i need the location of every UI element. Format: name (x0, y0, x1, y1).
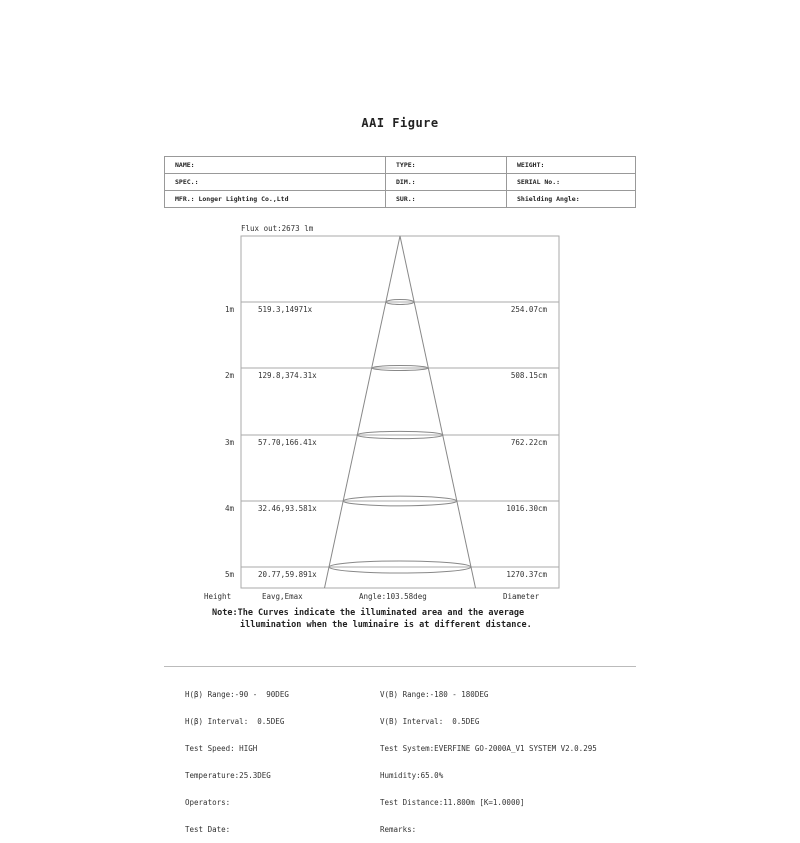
row-diameter-label: 254.07cm (510, 305, 547, 314)
row-diameter-label: 508.15cm (510, 371, 547, 380)
v-range: V(B) Range:-180 - 180DEG (380, 690, 489, 699)
spec-cell: SPEC.: (165, 174, 386, 191)
name-cell: NAME: (165, 157, 386, 174)
test-system: Test System:EVERFINE GO-2000A_V1 SYSTEM V2.0.295 (380, 744, 597, 753)
row-illuminance-label: 519.3,14971x (258, 305, 313, 314)
row-height-label: 1m (225, 305, 235, 314)
test-distance: Test Distance:11.800m [K=1.0000] (380, 798, 525, 807)
dim-cell: DIM.: (386, 174, 507, 191)
row-height-label: 5m (225, 570, 235, 579)
eavg-label: Eavg,Emax (262, 592, 303, 601)
row-height-label: 3m (225, 438, 235, 447)
h-range: H(β) Range:-90 - 90DEG (185, 690, 289, 699)
remarks: Remarks: (380, 825, 417, 834)
note-line-2: illumination when the luminaire is at different distance. (240, 620, 532, 630)
row-diameter-label: 1270.37cm (506, 570, 547, 579)
diameter-label: Diameter (503, 592, 540, 601)
cone-right-edge (400, 236, 476, 588)
flux-out-label: Flux out:2673 lm (241, 224, 314, 233)
row-illuminance-label: 20.77,59.891x (258, 570, 317, 579)
test-speed: Test Speed: HIGH (185, 744, 258, 753)
operators: Operators: (185, 798, 231, 807)
row-illuminance-label: 57.70,166.41x (258, 438, 317, 447)
sur-cell: SUR.: (386, 191, 507, 208)
beam-cone (324, 236, 475, 588)
row-diameter-label: 762.22cm (510, 438, 547, 447)
rows-layer (225, 302, 559, 579)
row-height-label: 4m (225, 504, 235, 513)
footer-divider (164, 666, 636, 667)
chart-frame (241, 236, 559, 588)
footer-left (185, 672, 289, 843)
v-interval: V(B) Interval: 0.5DEG (380, 717, 480, 726)
humidity: Humidity:65.0% (380, 771, 444, 780)
mfr-cell: MFR.: Longer Lighting Co.,Ltd (165, 191, 386, 208)
angle-label: Angle:103.58deg (359, 592, 427, 601)
serial-cell: SERIAL No.: (507, 174, 636, 191)
test-date: Test Date: (185, 825, 231, 834)
row-diameter-label: 1016.30cm (506, 504, 547, 513)
footer-right (380, 672, 597, 843)
row-height-label: 2m (225, 371, 235, 380)
height-label: Height (204, 592, 232, 601)
shielding-angle-cell: Shielding Angle: (507, 191, 636, 208)
weight-cell: WEIGHT: (507, 157, 636, 174)
page-title: AAI Figure (361, 116, 439, 130)
temperature: Temperature:25.3DEG (185, 771, 271, 780)
row-illuminance-label: 129.8,374.31x (258, 371, 317, 380)
row-illuminance-label: 32.46,93.581x (258, 504, 317, 513)
note-line-1: Note:The Curves indicate the illuminated area and the average (212, 608, 525, 618)
h-interval: H(β) Interval: 0.5DEG (185, 717, 285, 726)
type-cell: TYPE: (386, 157, 507, 174)
cone-left-edge (324, 236, 400, 588)
note (212, 607, 532, 631)
